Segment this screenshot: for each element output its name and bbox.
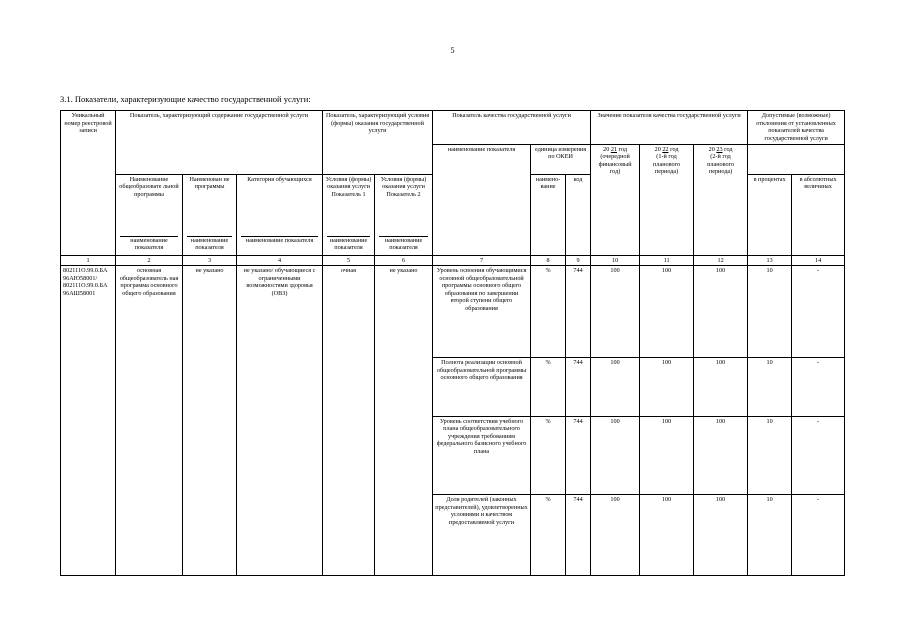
header-absolute: в абсолютных величинах xyxy=(792,174,845,235)
indicator-name: Уровень освоения обучающимися основной общеобразовательной программы основного общего образования по завершении второй ступени общего образования xyxy=(433,266,531,358)
deviation-percent: 10 xyxy=(748,357,792,416)
header-unit-name: наимено-вание xyxy=(531,174,566,235)
col-number: 3 xyxy=(183,255,237,266)
indicator-name: Уровень соответствия учебного плана общеобразовательного учреждения требованиям федерального базисного учебного плана xyxy=(433,416,531,495)
blank-cell xyxy=(748,144,845,174)
value-year-1: 100 xyxy=(591,266,640,358)
deviation-absolute: - xyxy=(792,495,845,576)
col-number: 12 xyxy=(694,255,748,266)
blank-cell xyxy=(531,235,566,255)
col-number: 9 xyxy=(566,255,591,266)
name-label-cell: наименование показателя xyxy=(323,235,375,255)
value-year-2: 100 xyxy=(640,416,694,495)
deviation-absolute: - xyxy=(792,416,845,495)
col-number: 13 xyxy=(748,255,792,266)
header-year-2: 20 22 год (1-й год планового периода) xyxy=(640,144,694,235)
page-number: 5 xyxy=(450,46,455,55)
deviation-percent: 10 xyxy=(748,266,792,358)
unit-name: % xyxy=(531,266,566,358)
col-number: 11 xyxy=(640,255,694,266)
quality-indicators-table xyxy=(60,110,845,576)
header-quality-group: Показатель качества государственной услуги xyxy=(433,111,591,145)
deviation-absolute: - xyxy=(792,266,845,358)
value-year-3: 100 xyxy=(694,266,748,358)
header-registry: Уникальный номер реестровой записи xyxy=(61,111,116,145)
blank-cell xyxy=(61,144,116,174)
col-number: 4 xyxy=(237,255,323,266)
blank-cell xyxy=(433,235,531,255)
value-year-1: 100 xyxy=(591,357,640,416)
col-number: 7 xyxy=(433,255,531,266)
unit-code: 744 xyxy=(566,416,591,495)
header-deviation-group: Допустимые (возможные) отклонения от установленных показателей качества государственной услуги xyxy=(748,111,845,145)
unit-code: 744 xyxy=(566,495,591,576)
program-type: основная общеобразователь ная программа основного общего образования xyxy=(116,266,183,576)
blank-cell xyxy=(640,235,694,255)
value-year-3: 100 xyxy=(694,495,748,576)
header-conditions-group: Показатель, характеризующий условия (формы) оказания государственной услуги xyxy=(323,111,433,145)
blank-cell xyxy=(591,235,640,255)
section-title: 3.1. Показатели, характеризующие качество государственной услуги: xyxy=(60,94,311,104)
value-year-3: 100 xyxy=(694,357,748,416)
header-year-1: 20 21 год (очередной финансовый год) xyxy=(591,144,640,235)
blank-cell xyxy=(61,235,116,255)
column-numbers-row xyxy=(61,255,845,266)
condition-form: очная xyxy=(323,266,375,576)
col-number: 5 xyxy=(323,255,375,266)
value-year-2: 100 xyxy=(640,495,694,576)
unit-name: % xyxy=(531,357,566,416)
name-label-cell: наименование показателя xyxy=(116,235,183,255)
header-values-group: Значение показателя качества государственной услуги xyxy=(591,111,748,145)
program-name: не указано xyxy=(183,266,237,576)
header-indicator-name: наименование показателя xyxy=(433,144,531,235)
student-category: не указано/ обучающиеся с ограниченными возможностями здоровья (ОВЗ) xyxy=(237,266,323,576)
deviation-percent: 10 xyxy=(748,495,792,576)
blank-cell xyxy=(748,235,792,255)
blank-cell xyxy=(566,235,591,255)
header-sub-condition-2: Условия (формы) оказания услуги Показатель 2 xyxy=(375,174,433,235)
blank-cell xyxy=(694,235,748,255)
header-unit: единица измерения по ОКЕИ xyxy=(531,144,591,174)
name-label-cell: наименование показателя xyxy=(237,235,323,255)
value-year-2: 100 xyxy=(640,357,694,416)
name-label-cell: наименование показателя xyxy=(183,235,237,255)
blank-cell xyxy=(61,174,116,235)
registry-number: 802111О.99.0.БА 96АЮ58001/ 802111О.99.0.БА 96АШ58001 xyxy=(61,266,116,576)
blank-cell xyxy=(323,144,433,174)
deviation-percent: 10 xyxy=(748,416,792,495)
value-year-1: 100 xyxy=(591,495,640,576)
unit-name: % xyxy=(531,416,566,495)
col-number: 8 xyxy=(531,255,566,266)
col-number: 2 xyxy=(116,255,183,266)
header-row-4 xyxy=(61,235,845,255)
header-sub-program: Наименование общеобразовате льной программы xyxy=(116,174,183,235)
header-sub-category: Категория обучающихся xyxy=(237,174,323,235)
value-year-1: 100 xyxy=(591,416,640,495)
header-sub-program-name: Наименован не программы xyxy=(183,174,237,235)
header-percent: в процентах xyxy=(748,174,792,235)
header-row-1 xyxy=(61,111,845,145)
value-year-2: 100 xyxy=(640,266,694,358)
header-sub-condition-1: Условия (формы) оказания услуги Показатель 1 xyxy=(323,174,375,235)
indicator-name: Полнота реализации основной общеобразовательной программы основного общего образования xyxy=(433,357,531,416)
table-row xyxy=(61,266,845,358)
deviation-absolute: - xyxy=(792,357,845,416)
name-label-cell: наименование показателя xyxy=(375,235,433,255)
unit-code: 744 xyxy=(566,266,591,358)
col-number: 6 xyxy=(375,255,433,266)
unit-code: 744 xyxy=(566,357,591,416)
value-year-3: 100 xyxy=(694,416,748,495)
col-number: 14 xyxy=(792,255,845,266)
header-unit-code: код xyxy=(566,174,591,235)
condition-extra: не указано xyxy=(375,266,433,576)
header-content-group: Показатель, характеризующий содержание государственной услуги xyxy=(116,111,323,145)
header-row-2 xyxy=(61,144,845,174)
blank-cell xyxy=(116,144,323,174)
indicator-name: Доля родителей (законных представителей), удовлетворенных условиями и качеством предоставляемой услуги xyxy=(433,495,531,576)
blank-cell xyxy=(792,235,845,255)
col-number: 10 xyxy=(591,255,640,266)
header-year-3: 20 23 год (2-й год планового периода) xyxy=(694,144,748,235)
col-number: 1 xyxy=(61,255,116,266)
unit-name: % xyxy=(531,495,566,576)
